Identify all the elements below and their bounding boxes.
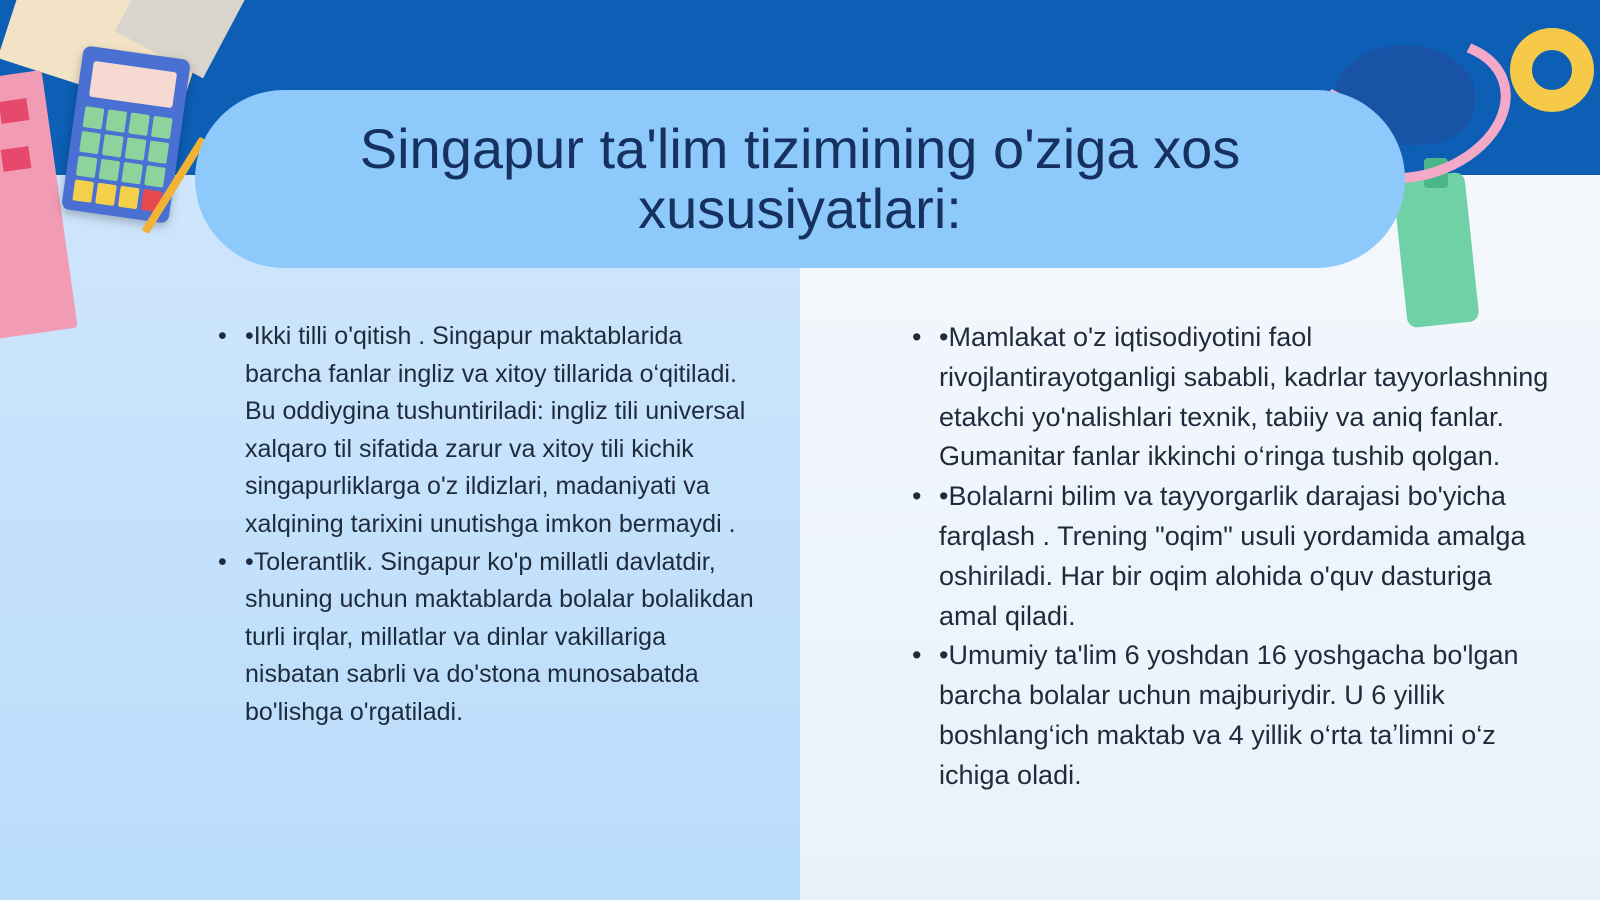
title-banner (195, 90, 1405, 268)
calculator-keys (72, 106, 172, 212)
book-stripe (0, 98, 29, 124)
list-item: • •Mamlakat o'z iqtisodiyotini faol rivojlantirayotganligi sababli, kadrlar tayyorlashning etakchi yo'nalishlari texnik, tabiiy va aniq fanlar. Gumanitar fanlar ikkinchi o‘ringa tushib qolgan. (912, 318, 1552, 477)
list-item: • •Tolerantlik. Singapur ko'p millatli davlatdir, shuning uchun maktablarda bolalar bolalikdan turli irqlar, millatlar va dinlar vakillariga nisbatan sabrli va do'stona munosabatda bo'lishga o'rgatiladi. (218, 544, 758, 732)
list-item: • •Ikki tilli o'qitish . Singapur maktablarida barcha fanlar ingliz va xitoy tillarida o‘qitiladi. Bu oddiygina tushuntiriladi: ingliz tili universal xalqaro til sifatida zarur va xitoy tili kichik singapurliklarga o'z ildizlari, madaniyati va xalqining tarixini unutishga imkon bermaydi . (218, 318, 758, 544)
book-stripe (1, 146, 32, 172)
calculator-screen (89, 61, 177, 108)
list-item: • •Umumiy ta'lim 6 yoshdan 16 yoshgacha bo'lgan barcha bolalar uchun majburiydir. U 6 yillik boshlang‘ich maktab va 4 yillik o‘rta taʼlimni o‘z ichiga oladi. (912, 636, 1552, 795)
list-item: • •Bolalarni bilim va tayyorgarlik darajasi bo'yicha farqlash . Trening "oqim" usuli yordamida amalga oshiriladi. Har bir oqim alohida o'quv dasturiga amal qiladi. (912, 477, 1552, 636)
right-bullet-list (912, 318, 1552, 796)
ring-icon (1510, 28, 1594, 112)
left-bullet-list (218, 318, 758, 732)
page-title: Singapur ta'lim tizimining o'ziga xos xususiyatlari: (359, 117, 1241, 240)
